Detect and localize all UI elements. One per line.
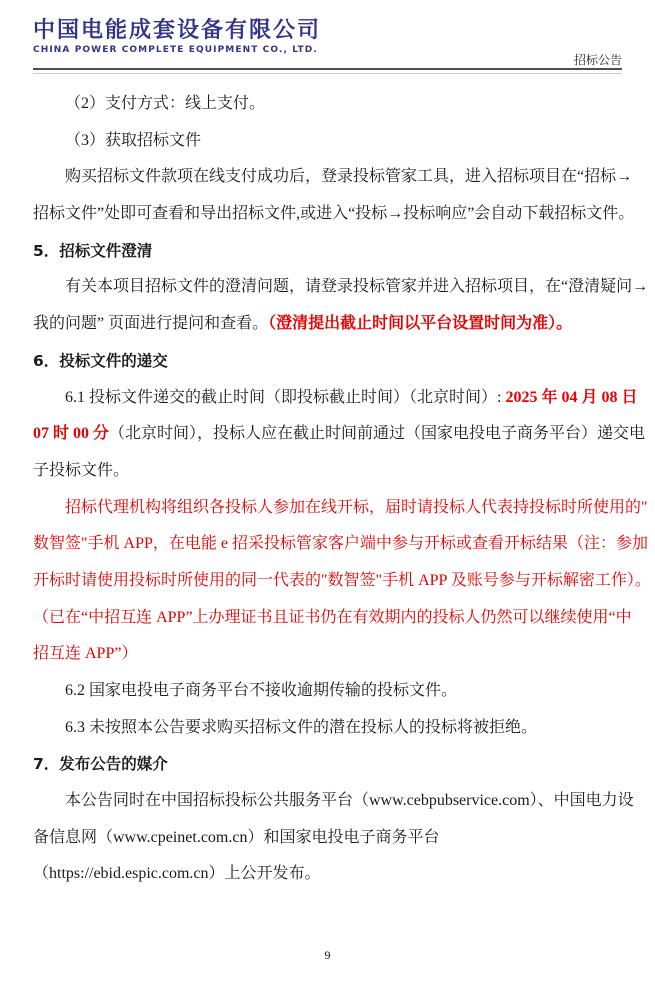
text-segment: 6．投标文件的递交 (33, 351, 168, 370)
text-segment: 07 时 00 分 (33, 425, 110, 443)
text-line (33, 86, 622, 123)
text-segment: 6.3 未按照本公告要求购买招标文件的潜在投标人的投标将被拒绝。 (65, 718, 538, 736)
text-line (33, 269, 649, 306)
text-line (33, 856, 622, 893)
text-line (33, 416, 646, 453)
text-segment: 开标时请使用投标时所使用的同一代表的"数智签"手机 APP 及账号参与开标解密工作）。 (33, 571, 651, 589)
text-line (33, 306, 622, 343)
section-heading (33, 746, 622, 783)
text-segment: 6.2 国家电投电子商务平台不接收逾期传输的投标文件。 (65, 682, 458, 699)
text-line (33, 196, 635, 233)
text-segment: 2025 年 04 月 08 日 (505, 388, 638, 406)
company-name-chinese: 中国电能成套设备有限公司 (33, 18, 322, 43)
text-segment: 子投标文件。 (33, 461, 130, 479)
text-segment: （已在“中招互连 APP”上办理证书且证书仍在有效期内的投标人仍然可以继续使用“中 (33, 608, 632, 626)
section-heading (33, 233, 622, 270)
text-segment: 5．招标文件澄清 (33, 241, 153, 260)
company-name-english: CHINA POWER COMPLETE EQUIPMENT CO., LTD. (33, 45, 318, 55)
text-line (33, 600, 632, 637)
company-logo (33, 18, 622, 55)
text-segment: 招互连 APP”） (33, 645, 138, 663)
text-line (33, 636, 622, 673)
text-line (33, 673, 622, 710)
text-segment: （https://ebid.espic.com.cn）上公开发布。 (33, 865, 321, 883)
section-heading (33, 343, 622, 380)
text-segment: 备信息网（www.cpeinet.com.cn）和国家电投电子商务平台 (33, 828, 440, 846)
page-header (33, 18, 622, 70)
text-segment: 招标代理机构将组织各投标人参加在线开标，届时请投标人代表持投标时所使用的" (65, 498, 648, 516)
text-segment: 7．发布公告的媒介 (33, 755, 168, 774)
text-line (33, 783, 634, 820)
text-line (33, 710, 622, 747)
text-line (33, 159, 633, 196)
text-segment: （3）获取招标文件 (65, 131, 202, 149)
document-type-label: 招标公告 (573, 53, 622, 67)
text-segment: 6.1 投标文件递交的截止时间（即投标截止时间）（北京时间）: (65, 388, 506, 406)
header-divider (33, 68, 622, 74)
text-segment: 数智签"手机 APP，在电能 e 招采投标管家客户端中参与开标或查看开标结果（注：参加 (33, 535, 648, 553)
text-line (33, 526, 648, 563)
text-segment: 购买招标文件款项在线支付成功后，登录投标管家工具，进入招标项目在“招标→ (65, 168, 633, 186)
text-segment: 招标文件”处即可查看和导出招标文件,或进入“投标→投标响应”会自动下载招标文件。 (33, 205, 635, 223)
text-line (33, 380, 638, 417)
text-segment: 本公告同时在中国招标投标公共服务平台（www.cebpubservice.com）、中国电力设 (65, 792, 634, 810)
text-line (33, 123, 622, 160)
text-segment: 我的问题” 页面进行提问和查看。 (33, 315, 269, 333)
text-line (33, 563, 651, 600)
text-segment: （澄清提出截止时间以平台设置时间为准）。 (268, 315, 573, 333)
document-body (33, 86, 651, 893)
text-line (33, 820, 622, 857)
page-number: 9 (324, 948, 331, 962)
text-segment: （2）支付方式：线上支付。 (65, 95, 266, 112)
text-line (33, 453, 622, 490)
text-segment: 有关本项目招标文件的澄清问题，请登录投标管家并进入招标项目，在“澄清疑问→ (65, 278, 649, 296)
text-line (33, 490, 648, 527)
text-segment: （北京时间），投标人应在截止时间前通过（国家电投电子商务平台）递交电 (109, 425, 646, 443)
